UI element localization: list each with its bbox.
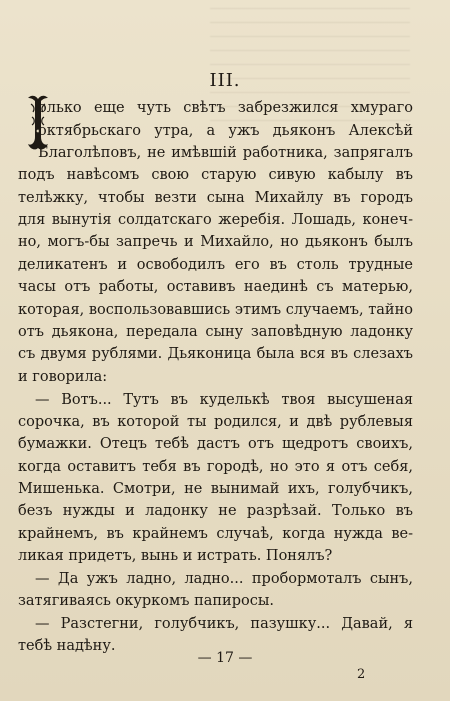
text-line: телѣжку, чтобы везти сына Михайлу въ городъ <box>18 190 413 206</box>
text-line: отъ дьякона, передала сыну заповѣдную ладонку <box>18 324 413 340</box>
text-line: олько еще чуть свѣтъ забрезжился хмураго <box>38 100 413 116</box>
text-line: Благолѣповъ, не имѣвшiй работника, запрягалъ <box>38 145 413 161</box>
text-line: — Разстегни, голубчикъ, пазушку... Давай, я <box>35 616 413 632</box>
text-line: ликая придетъ, вынь и истрать. Понялъ? <box>18 548 333 564</box>
text-line: которая, воспользовавшись этимъ случаемъ, тайно <box>18 302 413 318</box>
text-line: — Вотъ... Тутъ въ куделькѣ твоя высушеная <box>35 392 413 408</box>
text-line: — Да ужъ ладно, ладно... пробормоталъ сынъ, <box>35 571 413 587</box>
text-line: октябрьскаго утра, а ужъ дьяконъ Алексѣй <box>38 123 413 139</box>
text-line: когда оставитъ тебя въ городѣ, но это я отъ себя, <box>18 459 413 475</box>
text-line: бумажки. Отецъ тебѣ дастъ отъ щедротъ своихъ, <box>18 436 413 452</box>
text-line: для вынутiя солдатскаго жеребiя. Лошадь, конеч- <box>18 212 413 228</box>
text-line: безъ нужды и ладонку не разрѣзай. Только въ <box>18 503 413 519</box>
chapter-heading: III. <box>209 70 241 91</box>
text-line: но, могъ-бы запречь и Михайло, но дьяконъ былъ <box>18 234 413 250</box>
text-line: крайнемъ, въ крайнемъ случаѣ, когда нужда ве- <box>18 526 413 542</box>
text-line: тебѣ надѣну. <box>18 638 116 654</box>
text-line: сорочка, въ которой ты родился, и двѣ рублевыя <box>18 414 413 430</box>
page-number: — 17 — <box>197 650 253 666</box>
text-line: подъ навѣсомъ свою старую сивую кабылу въ <box>18 167 413 183</box>
text-line: затягиваясь окуркомъ папиросы. <box>18 593 274 609</box>
text-line: деликатенъ и освободилъ его въ столь трудные <box>18 257 413 273</box>
signature-mark: 2 <box>357 667 366 682</box>
text-line: и говорила: <box>18 369 108 385</box>
text-line: Мишенька. Смотри, не вынимай ихъ, голубчикъ, <box>18 481 413 497</box>
text-line: часы отъ работы, оставивъ наединѣ съ матерью, <box>18 279 413 295</box>
text-line: съ двумя рублями. Дьяконица была вся въ слезахъ <box>18 346 413 362</box>
